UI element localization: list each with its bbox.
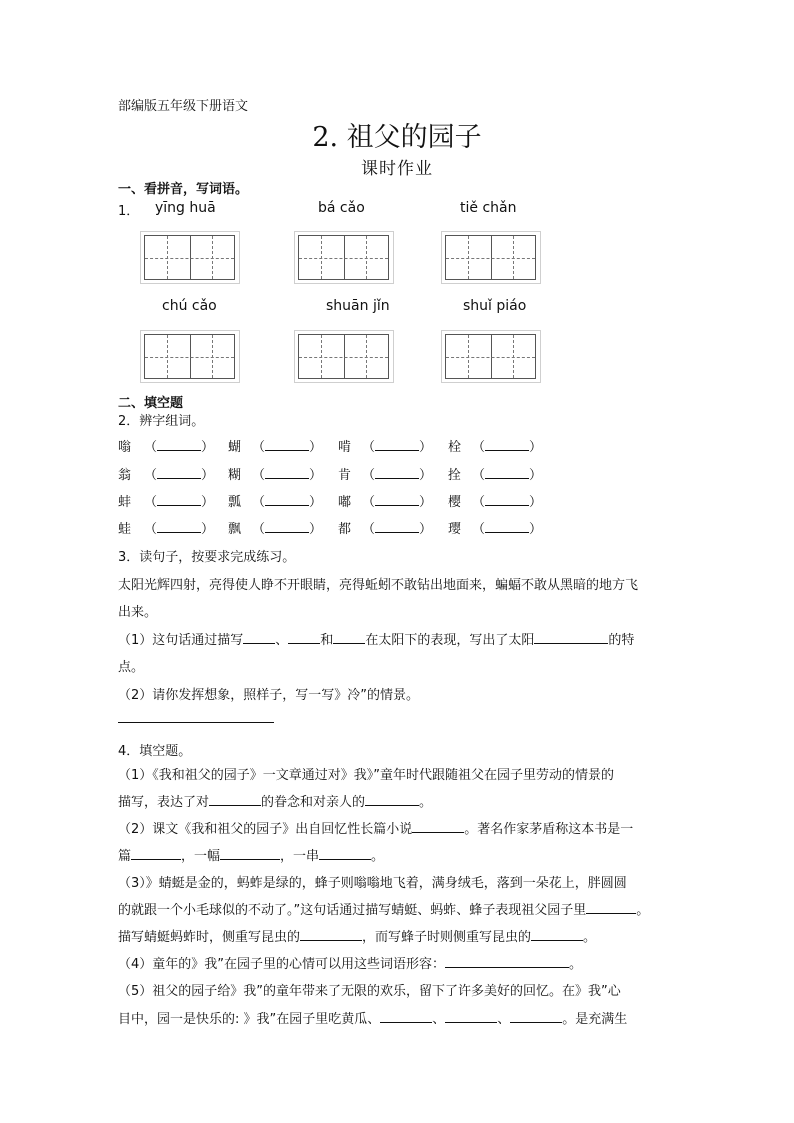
q4-answer-blank[interactable] (365, 793, 419, 806)
q4-text: （2）课文《我和祖父的园子》出自回忆性长篇小说 (118, 822, 413, 837)
q4-s2-line1 (118, 818, 633, 837)
q3-sub1-text: 、 (275, 633, 289, 648)
q3-answer-blank[interactable] (243, 631, 275, 644)
q4-s1-line1: （1）《我和祖父的园子》一文章通过对》我》”童年时代跟随祖父在园子里劳动的情景的 (118, 768, 615, 783)
q3-passage-line2: 出来。 (118, 605, 158, 620)
q2-answer-blank[interactable]: （ ） (252, 440, 323, 455)
pinyin-1: yīng huā (155, 200, 216, 216)
q2-answer-blank[interactable]: （ ） (252, 522, 323, 537)
q4-s5-line1: （5）祖父的园子给》我”的童年带来了无限的欢乐，留下了许多美好的回忆。在》我”心 (118, 984, 621, 999)
q4-text: ，一串 (280, 849, 320, 864)
q3-sub1-text: （1）这句话通过描写 (118, 633, 244, 648)
pinyin-6: shuǐ piáo (463, 298, 527, 314)
writing-grid-3[interactable] (441, 231, 541, 284)
q4-answer-blank[interactable] (220, 847, 280, 860)
q4-s3-line1: （3）》蜻蜓是金的，蚂蚱是绿的，蜂子则嗡嗡地飞着，满身绒毛，落到一朵花上，胖圆圆 (118, 876, 627, 891)
q2-answer-blank[interactable]: （ ） (362, 440, 433, 455)
q2-char: 都 (338, 522, 352, 537)
q4-text: 描写，表达了对 (118, 795, 210, 810)
q4-answer-blank[interactable] (319, 847, 371, 860)
pinyin-4: chú cǎo (162, 298, 217, 314)
q2-char: 瓢 (228, 495, 242, 510)
q4-s5-line2 (118, 1008, 627, 1027)
q3-sub1-text: 和 (320, 633, 334, 648)
q2-char: 樱 (448, 495, 462, 510)
q4-text: 篇 (118, 849, 132, 864)
q4-text: 。 (419, 795, 433, 810)
q4-text: 、 (432, 1012, 446, 1027)
q2-answer-blank[interactable]: （ ） (362, 522, 433, 537)
q4-s1-line2 (118, 791, 432, 810)
q4-s3-line3 (118, 926, 596, 945)
pinyin-2: bá cǎo (318, 200, 365, 216)
q4-answer-blank[interactable] (209, 793, 261, 806)
q3-answer-blank[interactable] (288, 631, 320, 644)
q3-answer-blank[interactable] (534, 631, 608, 644)
q2-answer-blank[interactable]: （ ） (144, 440, 215, 455)
q4-answer-blank[interactable] (300, 928, 362, 941)
q2-answer-blank[interactable]: （ ） (472, 468, 543, 483)
q3-sub2: （2）请你发挥想象，照样子，写一写》冷”的情景。 (118, 688, 420, 703)
q4-text: 。是充满生 (562, 1012, 628, 1027)
question3-prompt: 3．读句子，按要求完成练习。 (118, 550, 296, 565)
q4-s2-line2 (118, 845, 384, 864)
q4-text: 描写蜻蜓蚂蚱时，侧重写昆虫的 (118, 930, 301, 945)
q4-s3-line2 (118, 899, 649, 918)
q2-char: 嗡 (118, 440, 132, 455)
q2-answer-blank[interactable]: （ ） (472, 440, 543, 455)
question1-number: 1． (118, 204, 140, 219)
q2-answer-blank[interactable]: （ ） (144, 522, 215, 537)
writing-grid-2[interactable] (294, 231, 394, 284)
q4-answer-blank[interactable] (380, 1010, 432, 1023)
writing-grid-6[interactable] (441, 330, 541, 383)
q2-char: 蛙 (118, 522, 132, 537)
q2-char: 蚌 (118, 495, 132, 510)
q2-char: 蝴 (228, 440, 242, 455)
q4-text: 的眷念和对亲人的 (261, 795, 366, 810)
q4-text: 。 (583, 930, 597, 945)
q3-passage-line1: 太阳光辉四射，亮得使人睁不开眼睛，亮得蚯蚓不敢钻出地面来，蝙蝠不敢从黑暗的地方飞 (118, 578, 639, 593)
q4-text: （4）童年的》我”在园子里的心情可以用这些词语形容： (118, 957, 446, 972)
q2-answer-blank[interactable]: （ ） (144, 468, 215, 483)
question4-prompt: 4．填空题。 (118, 744, 192, 759)
q4-text: ，而写蜂子时则侧重写昆虫的 (362, 930, 532, 945)
q3-sub1-line1 (118, 629, 634, 648)
q2-answer-blank[interactable]: （ ） (472, 522, 543, 537)
q3-answer-blank[interactable] (333, 631, 365, 644)
q2-char: 栓 (448, 440, 462, 455)
q2-answer-blank[interactable]: （ ） (252, 468, 323, 483)
writing-grid-4[interactable] (140, 330, 240, 383)
q4-answer-blank[interactable] (445, 955, 569, 968)
q3-sub1-text: 的特 (608, 633, 635, 648)
section1-heading: 一、看拼音，写词语。 (118, 182, 249, 197)
q3-sub2-answer-line[interactable] (118, 722, 274, 723)
q3-sub1-line2: 点。 (118, 660, 145, 675)
q2-answer-blank[interactable]: （ ） (362, 468, 433, 483)
q4-text: 。著名作家茅盾称这本书是一 (464, 822, 634, 837)
question2-prompt: 2．辨字组词。 (118, 414, 205, 429)
q4-text: 的就跟一个小毛球似的不动了。”这句话通过描写蜻蜓、蚂蚱、蜂子表现祖父园子里 (118, 903, 587, 918)
q4-text: ，一幅 (181, 849, 221, 864)
q4-text: 。 (569, 957, 583, 972)
q2-char: 啃 (338, 440, 352, 455)
q4-text: 。 (371, 849, 385, 864)
q4-answer-blank[interactable] (531, 928, 583, 941)
pinyin-3: tiě chǎn (460, 200, 517, 216)
q2-answer-blank[interactable]: （ ） (362, 495, 433, 510)
q4-text: 、 (497, 1012, 511, 1027)
q4-answer-blank[interactable] (131, 847, 181, 860)
q2-char: 肯 (338, 468, 352, 483)
q2-char: 嘟 (338, 495, 352, 510)
q4-answer-blank[interactable] (412, 820, 464, 833)
q4-answer-blank[interactable] (445, 1010, 497, 1023)
q2-char: 翁 (118, 468, 132, 483)
q2-char: 璎 (448, 522, 462, 537)
q3-sub1-text: 在太阳下的表现，写出了太阳 (365, 633, 535, 648)
q2-char: 飘 (228, 522, 242, 537)
q4-s4 (118, 953, 582, 972)
writing-grid-5[interactable] (294, 330, 394, 383)
pinyin-5: shuān jǐn (326, 298, 390, 314)
page-subtitle: 课时作业 (361, 159, 433, 179)
q2-answer-blank[interactable]: （ ） (472, 495, 543, 510)
section2-heading: 二、填空题 (118, 396, 184, 411)
q4-text: 目中，园一是快乐的: 》我”在园子里吃黄瓜、 (118, 1012, 381, 1027)
writing-grid-1[interactable] (140, 231, 240, 284)
q2-char: 拴 (448, 468, 462, 483)
q2-answer-blank[interactable]: （ ） (144, 495, 215, 510)
page-title: 2. 祖父的园子 (312, 122, 482, 153)
q4-answer-blank[interactable] (586, 901, 636, 914)
q4-text: 。 (636, 903, 650, 918)
q2-char: 糊 (228, 468, 242, 483)
q2-answer-blank[interactable]: （ ） (252, 495, 323, 510)
q4-answer-blank[interactable] (510, 1010, 562, 1023)
document-header: 部编版五年级下册语文 (118, 99, 249, 114)
